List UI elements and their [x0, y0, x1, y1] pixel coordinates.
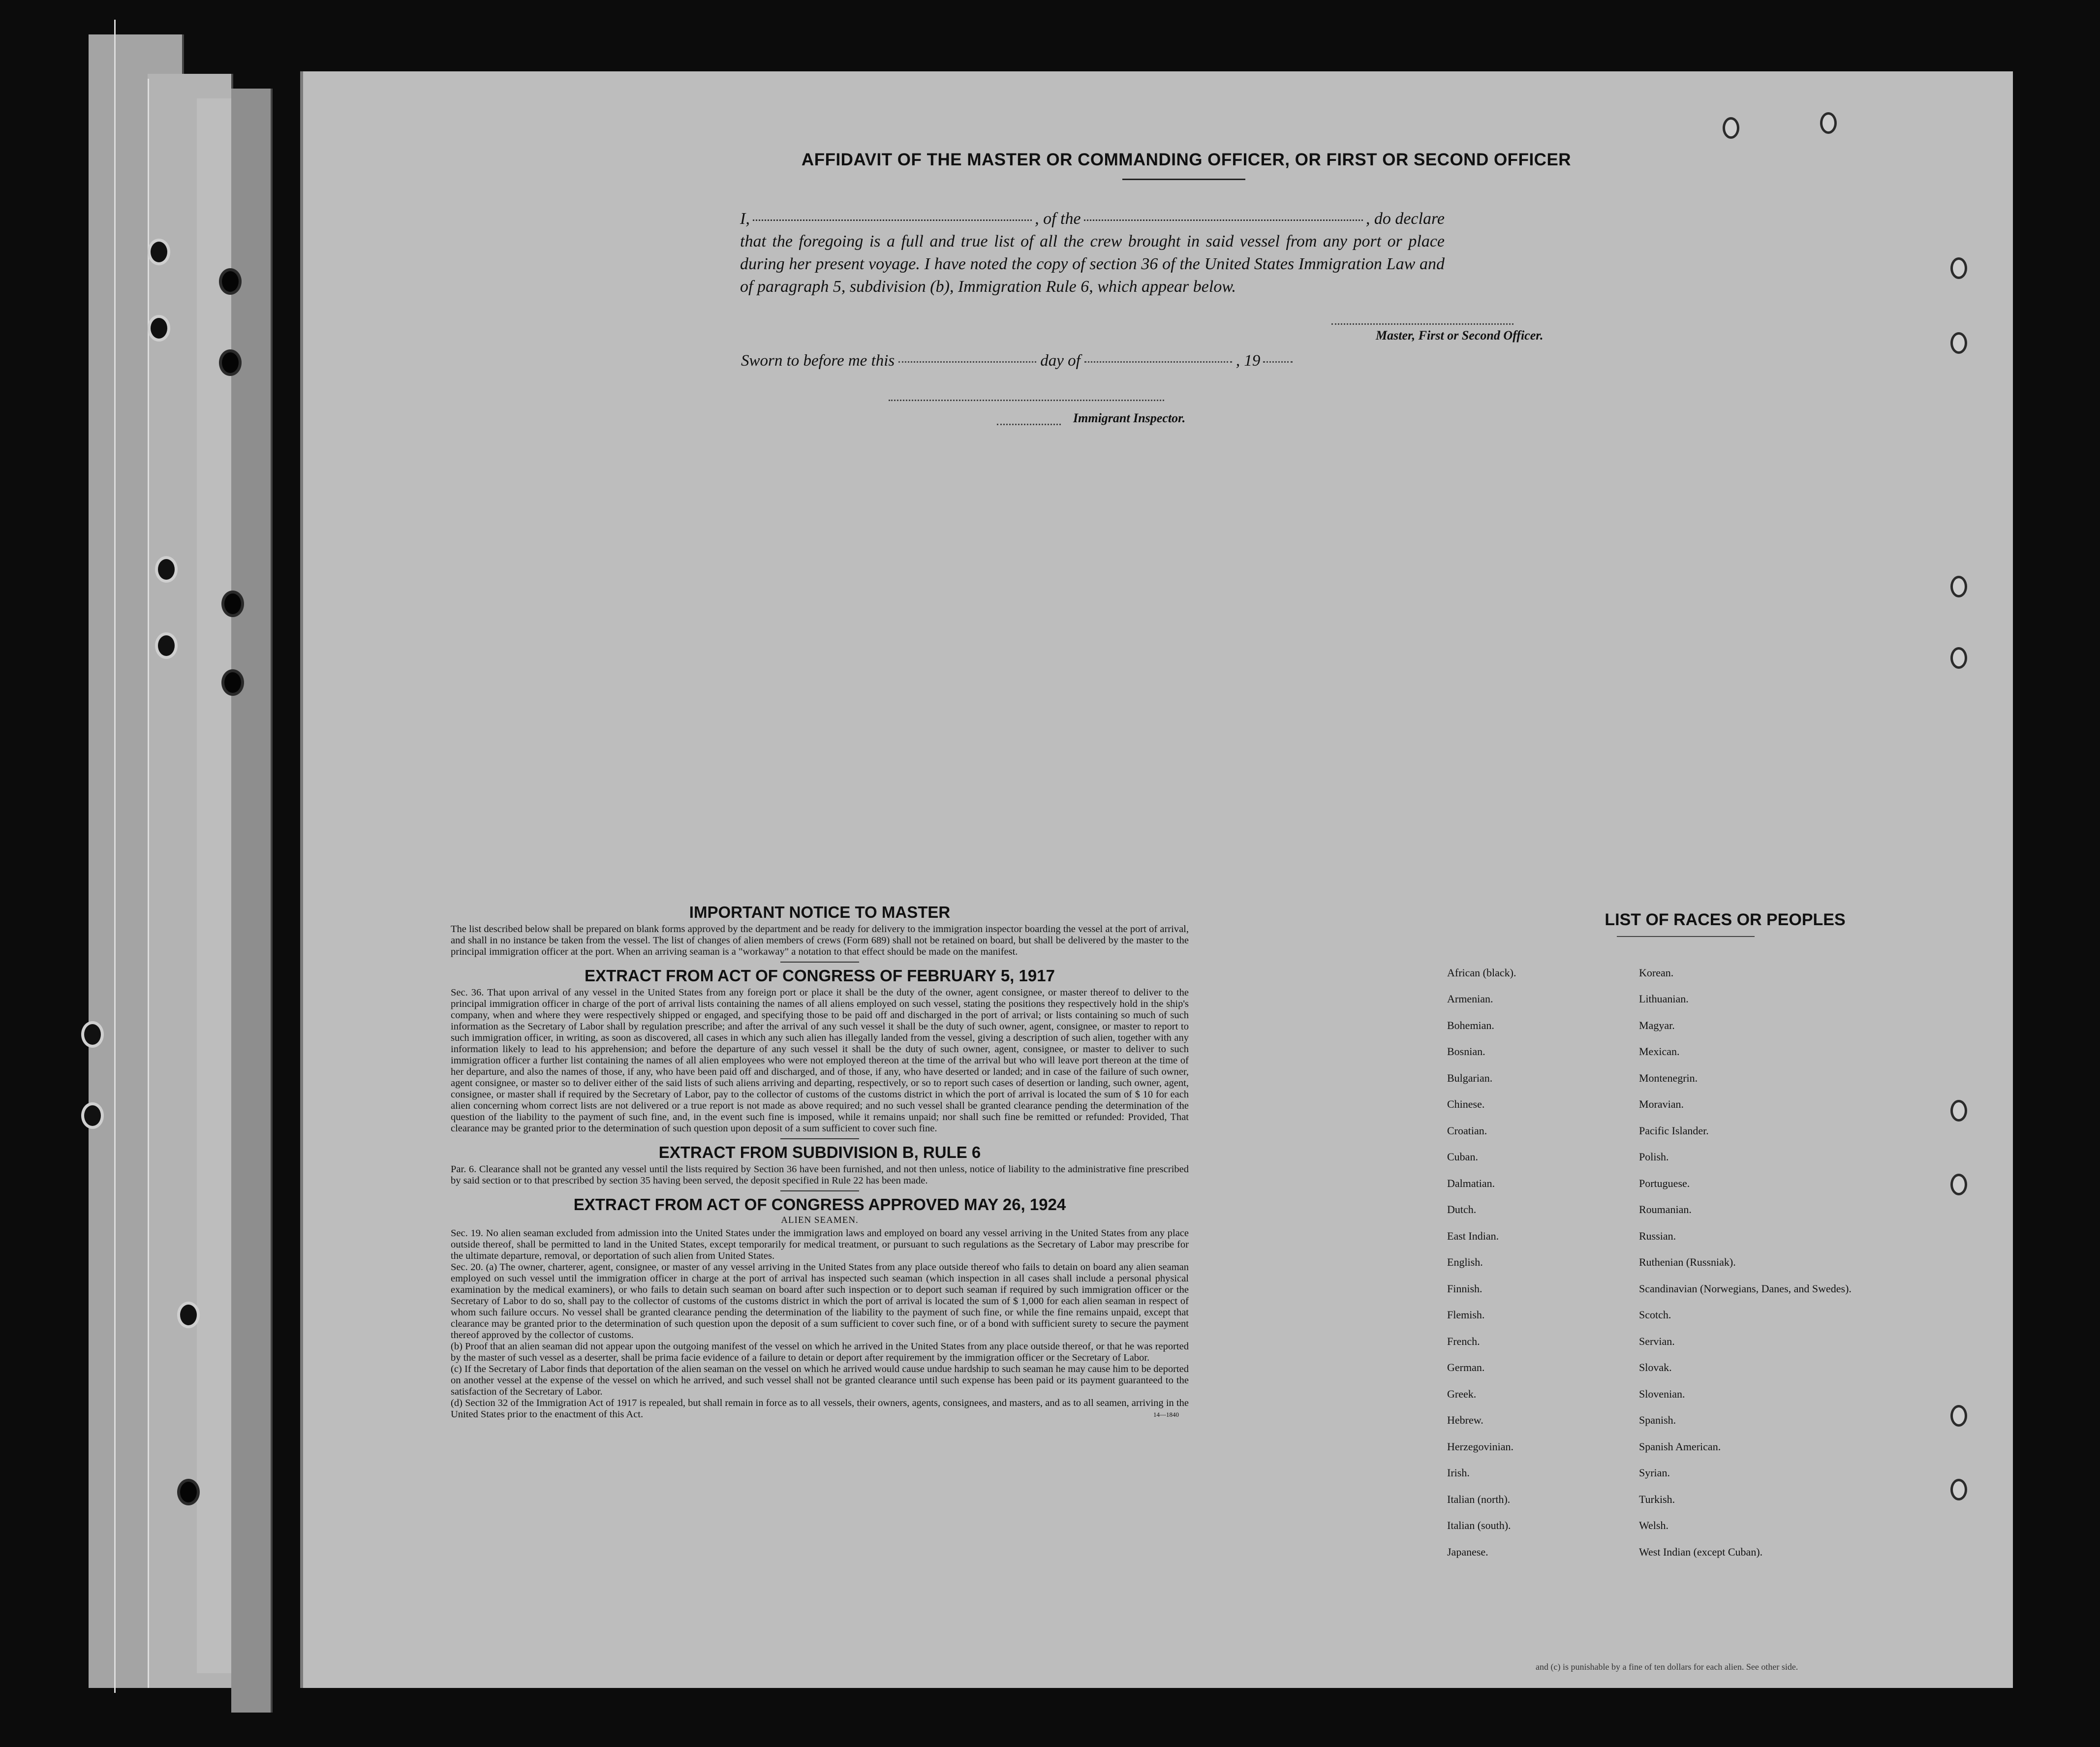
- binder-hole: [148, 239, 170, 265]
- race-item: Slovak.: [1639, 1361, 1672, 1374]
- notice-title: IMPORTANT NOTICE TO MASTER: [689, 903, 951, 921]
- race-item: Bosnian.: [1447, 1045, 1485, 1058]
- sec20a-text: Sec. 20. (a) The owner, charterer, agent, consignee, or master of any vessel arriving in the United States from any place outside thereof who fails to detain on board any alien seaman employed on such vessel until the immigration officer in charge at the port of arrival has inspected such seaman (which inspection in all cases shall include a personal physical examination by the medical examiners), or who fails to detain such seaman on board after such inspection or to deport such seaman if required by such immigration officer or the Secretary of Labor to do so, shall pay to the collector of customs of the customs district in which the port of arrival is located the sum of $ 1,000 for each alien seaman in respect of whom such failure occurs. No vessel shall be granted clearance pending the determination of the liability to the payment of such fine, or while the fine remains unpaid, except that clearance may be granted prior to the determination of such question upon the deposit of a sum sufficient to cover such fine, or of a bond with sufficient surety to secure the payment thereof approved by the collector of customs.: [451, 1262, 1189, 1341]
- binder-hole: [221, 591, 244, 617]
- race-item: Italian (north).: [1447, 1493, 1511, 1505]
- extract-1917-text: Sec. 36. That upon arrival of any vessel in the United States from any foreign port or place it shall be the duty of the owner, agent consignee, or master thereof to deliver to the principal immigration officer in charge of the port of arrival lists containing the names of all aliens employed on such vessel, stating the positions they respectively hold in the ship's company, when and where they were respectively shipped or engaged, and specifying those to be paid off and discharged in the port of arrival; or lists containing so much of such information as the Secretary of Labor shall by regulation prescribe; and after the arrival of any such vessel it shall be the duty of such owner, agent, consignee, or master to report to such immigration officer, in writing, as soon as discovered, all cases in which any such alien has illegally landed from the vessel, giving a description of such alien, together with any information likely to lead to his apprehension; and before the departure of any such vessel it shall be the duty of such owner, agent, consignee, or master to deliver to such immigration officer a further list containing the names of all alien employees who were not employed thereon at the time of the arrival but who will leave port thereon at the time of her departure, and also the names of those, if any, who have been paid off and discharged, and of those, if any, who have deserted or landed; and in case of the failure of such owner, agent consignee, or master so to deliver either of the said lists of such aliens arriving and departing, respectively, or so to report such cases of desertion or landing, such owner, agent, consignee, or master shall if required by the Secretary of Labor, pay to the collector of customs of the customs district in which the port of arrival is located the sum of $ 10 for each alien concerning whom correct lists are not delivered or a true report is not made as above required; and no such vessel shall be granted clearance pending the determination of the question of the liability to the payment of such fine, and, in the event such fine is imposed, while it remains unpaid; nor shall such fine be remitted or refunded: Provided, That clearance may be granted prior to the determination of such question upon deposit of a sum sufficient to cover such fine.: [451, 987, 1189, 1134]
- extract-1924-subtitle: ALIEN SEAMEN.: [781, 1215, 859, 1225]
- year-blank: [1263, 361, 1293, 363]
- sworn-year: , 19: [1235, 352, 1261, 370]
- vessel-blank: [1084, 219, 1363, 221]
- race-item: English.: [1447, 1256, 1483, 1269]
- race-item: Lithuanian.: [1639, 993, 1689, 1005]
- binding-strip: [231, 89, 273, 1713]
- race-item: Slovenian.: [1639, 1387, 1685, 1400]
- binder-hole: [81, 1021, 104, 1048]
- race-item: Turkish.: [1639, 1493, 1675, 1505]
- race-item: Scandinavian (Norwegians, Danes, and Swedes).: [1639, 1282, 1852, 1295]
- race-item: Korean.: [1639, 966, 1674, 979]
- race-item: Scotch.: [1639, 1309, 1671, 1321]
- race-item: Armenian.: [1447, 993, 1493, 1005]
- race-item: Irish.: [1447, 1466, 1470, 1479]
- sworn-line: [741, 352, 1430, 370]
- inspector-signature-line: [889, 400, 1164, 401]
- binder-hole: [155, 632, 178, 659]
- race-item: Bohemian.: [1447, 1019, 1494, 1031]
- binder-hole: [219, 268, 242, 295]
- signature-line: [1331, 323, 1513, 325]
- race-item: Hebrew.: [1447, 1414, 1483, 1427]
- binder-hole: [148, 315, 170, 342]
- inspector-label: Immigrant Inspector.: [1073, 411, 1186, 425]
- race-item: Spanish.: [1639, 1414, 1676, 1427]
- race-item: Greek.: [1447, 1387, 1477, 1400]
- sec19-text: Sec. 19. No alien seaman excluded from admission into the United States under the immigration laws and employed on board any vessel arriving in the United States from any place outside thereof, shall be permitted to land in the United States, except temporarily for medical treatment, or pursuant to such regulations as the Secretary of Labor may prescribe for the ultimate departure, removal, or deportation of such alien from United States.: [451, 1228, 1189, 1261]
- race-item: Dalmatian.: [1447, 1177, 1495, 1189]
- race-item: Russian.: [1639, 1229, 1676, 1242]
- race-item: Ruthenian (Russniak).: [1639, 1256, 1736, 1269]
- races-column-1: [1447, 960, 1644, 1565]
- binder-hole: [81, 1102, 104, 1129]
- race-item: Dutch.: [1447, 1203, 1477, 1216]
- extract-rule6-title: EXTRACT FROM SUBDIVISION B, RULE 6: [658, 1143, 981, 1161]
- binder-hole: [219, 349, 242, 376]
- race-item: Pacific Islander.: [1639, 1124, 1709, 1137]
- race-item: Croatian.: [1447, 1124, 1487, 1137]
- form-number: 14—1840: [1153, 1411, 1179, 1418]
- affidavit-text: [740, 208, 1445, 298]
- race-item: West Indian (except Cuban).: [1639, 1545, 1763, 1558]
- affidavit-body: that the foregoing is a full and true list of all the crew brought in said vessel from any port or place during her present voyage. I have noted the copy of section 36 of the United States Immigration Law and of paragraph 5, subdivision (b), Immigration Rule 6, which appear below.: [740, 232, 1445, 296]
- notice-text: The list described below shall be prepared on blank forms approved by the department and be ready for delivery to the immigration inspector boarding the vessel at the port of arrival, and shall in no instance be taken from the vessel. The list of changes of alien members of crews (Form 689) shall not be retained on board, but shall be delivered by the master to the principal immigration officer at the port. When an arriving seaman is a "workaway" a notation to that effect should be made on the manifest.: [451, 924, 1189, 957]
- race-item: Magyar.: [1639, 1019, 1675, 1031]
- section-rule: [780, 962, 859, 963]
- punch-hole: [1950, 1100, 1967, 1122]
- extract-1924-title: EXTRACT FROM ACT OF CONGRESS APPROVED MAY 26, 1924: [573, 1195, 1066, 1214]
- race-item: German.: [1447, 1361, 1485, 1374]
- race-item: Cuban.: [1447, 1151, 1478, 1163]
- title-rule: [1122, 179, 1245, 180]
- affidavit-line-start: I,: [740, 210, 750, 228]
- affidavit-line-end: , do declare: [1365, 210, 1445, 228]
- race-item: Roumanian.: [1639, 1203, 1692, 1216]
- extract-rule6-text: Par. 6. Clearance shall not be granted any vessel until the lists required by Section 36 have been furnished, and not then unless, notice of liability to the administrative fine prescribed by said section or to that prescribed by section 35 having been served, the deposit specified in Rule 22 has been made.: [451, 1164, 1189, 1186]
- sec20c-text: (c) If the Secretary of Labor finds that deportation of the alien seaman on the vessel on which he arrived would cause undue hardship to such seaman he may cause him to be deported on another vessel at the expense of the vessel on which he arrived, and such vessel shall not be granted clearance until such expense has been paid or its payment guaranteed to the satisfaction of the Secretary of Labor.: [451, 1364, 1189, 1397]
- race-item: Servian.: [1639, 1335, 1675, 1347]
- sworn-text: Sworn to before me this: [741, 352, 895, 370]
- sec20b-text: (b) Proof that an alien seaman did not appear upon the outgoing manifest of the vessel on which he arrived in the United States from any place outside thereof, or that he was reported by the master of such vessel as a deserter, shall be prima facie evidence of a failure to detain or deport after requirement by the immigration officer or the Secretary of Labor.: [451, 1341, 1189, 1363]
- race-item: Herzegovinian.: [1447, 1440, 1513, 1453]
- race-item: Montenegrin.: [1639, 1071, 1698, 1084]
- race-item: Flemish.: [1447, 1309, 1485, 1321]
- extract-1917-title: EXTRACT FROM ACT OF CONGRESS OF FEBRUARY 5, 1917: [585, 967, 1055, 985]
- signature-label: Master, First or Second Officer.: [1376, 328, 1544, 343]
- page-edge: [148, 79, 149, 1688]
- bottom-fragment: and (c) is punishable by a fine of ten dollars for each alien. See other side.: [1536, 1662, 1798, 1672]
- race-item: East Indian.: [1447, 1229, 1499, 1242]
- race-item: French.: [1447, 1335, 1480, 1347]
- binder-hole: [155, 556, 178, 583]
- race-item: Finnish.: [1447, 1282, 1482, 1295]
- punch-hole: [1950, 1174, 1967, 1195]
- affidavit-title: AFFIDAVIT OF THE MASTER OR COMMANDING OFFICER, OR FIRST OR SECOND OFFICER: [801, 150, 1572, 169]
- punch-hole: [1950, 257, 1967, 279]
- punch-hole: [1950, 332, 1967, 354]
- race-item: Spanish American.: [1639, 1440, 1721, 1453]
- day-blank: [898, 361, 1036, 363]
- race-item: Chinese.: [1447, 1098, 1485, 1111]
- race-item: Italian (south).: [1447, 1519, 1511, 1532]
- race-item: African (black).: [1447, 966, 1516, 979]
- affidavit-line-mid: , of the: [1035, 210, 1081, 228]
- race-item: Welsh.: [1639, 1519, 1668, 1532]
- punch-hole: [1950, 1479, 1967, 1500]
- section-rule: [780, 1190, 859, 1191]
- punch-hole: [1950, 576, 1967, 597]
- page-edge: [114, 20, 116, 1693]
- punch-hole: [1950, 1405, 1967, 1427]
- race-item: Bulgarian.: [1447, 1071, 1493, 1084]
- month-blank: [1084, 361, 1232, 363]
- race-item: Mexican.: [1639, 1045, 1680, 1058]
- document-page: [300, 71, 2013, 1688]
- races-title: LIST OF RACES OR PEOPLES: [1605, 910, 1846, 929]
- sec20d-body: (d) Section 32 of the Immigration Act of 1917 is repealed, but shall remain in force as to all vessels, their owners, agents, consignees, and masters, and as to all seamen, arriving in the United States prior to the enactment of this Act.: [451, 1398, 1189, 1420]
- binder-hole: [177, 1302, 200, 1328]
- legal-notice-block: [451, 903, 1189, 1420]
- races-rule: [1617, 936, 1755, 937]
- binder-hole: [221, 669, 244, 696]
- race-item: Japanese.: [1447, 1545, 1488, 1558]
- binder-hole: [177, 1479, 200, 1505]
- race-item: Polish.: [1639, 1151, 1669, 1163]
- sec20d-text: [451, 1398, 1189, 1420]
- punch-hole: [1723, 117, 1739, 139]
- inspector-line-lead: [997, 424, 1061, 425]
- punch-hole: [1820, 112, 1837, 134]
- sworn-day-of: day of: [1040, 352, 1081, 370]
- race-item: Moravian.: [1639, 1098, 1684, 1111]
- race-item: Syrian.: [1639, 1466, 1670, 1479]
- section-rule: [780, 1138, 859, 1139]
- punch-hole: [1950, 647, 1967, 669]
- race-item: Portuguese.: [1639, 1177, 1690, 1189]
- races-column-2: [1639, 960, 1865, 1565]
- name-blank: [753, 219, 1032, 221]
